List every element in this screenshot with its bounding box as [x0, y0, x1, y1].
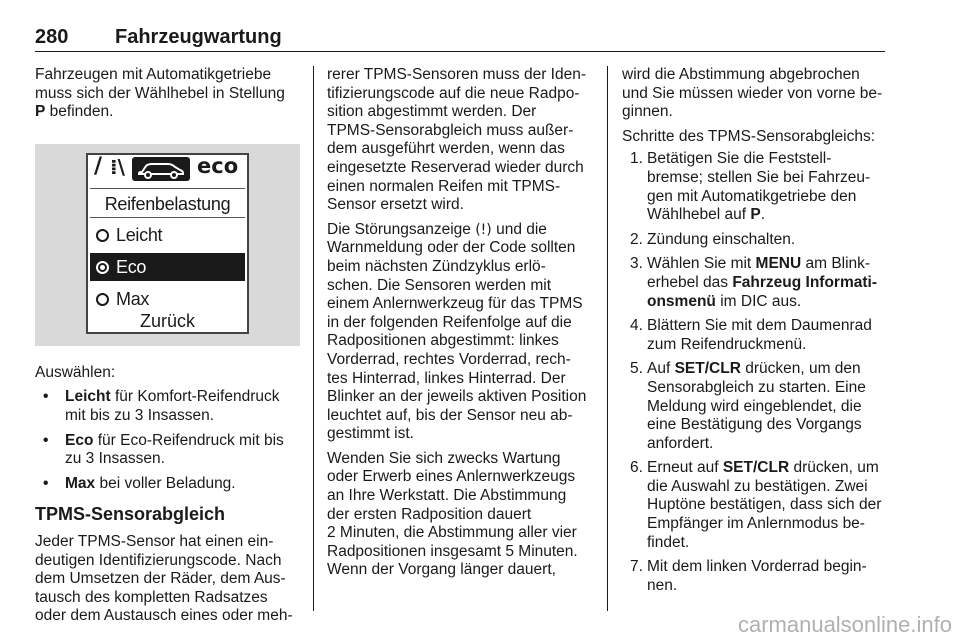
paragraph	[622, 66, 890, 122]
step-number: 1.	[630, 150, 643, 168]
text-line: Sensor ersetzt wird.	[327, 196, 464, 214]
subheading: TPMS-Sensorabgleich	[35, 504, 226, 525]
text-line: Radpositionen insgesamt 5 Minuten.	[327, 542, 578, 560]
eco-icon: eco	[197, 153, 239, 178]
text-line: sition abgestimmt werden. Der	[327, 103, 537, 121]
paragraph	[327, 450, 595, 580]
step-number: 2.	[630, 230, 643, 248]
radio-icon	[96, 293, 109, 306]
screen-status-bar	[88, 155, 247, 184]
text-line: TPMS-Sensorabgleich muss außer-	[327, 121, 574, 139]
text-line: zu 3 Insassen.	[65, 450, 165, 468]
text-line: anfordert.	[647, 434, 714, 452]
bold-term: onsmenü	[647, 292, 716, 310]
text-line: Mit dem linken Vorderrad begin-	[647, 558, 867, 576]
list-item	[622, 360, 890, 453]
steps-list	[622, 150, 890, 595]
bold-term: MENU	[755, 255, 802, 273]
bold-term: Eco	[65, 431, 94, 449]
paragraph	[327, 66, 595, 215]
text-line: Sensorabgleich zu starten. Eine	[647, 378, 866, 396]
text-line: Zündung einschalten.	[647, 230, 796, 248]
option-label: Eco	[116, 256, 147, 277]
text-line: Fahrzeugen mit Automatikgetriebe	[35, 66, 272, 83]
slash-icon: /	[94, 153, 103, 179]
text-line: Betätigen Sie die Feststell-	[647, 150, 832, 168]
text-span: für Komfort-Reifendruck	[110, 388, 280, 406]
text-line: Wenden Sie sich zwecks Wartung	[327, 449, 561, 467]
text-line: dem ausgeführt werden, wenn das	[327, 140, 565, 158]
text-line	[647, 255, 890, 274]
text-span: Wählen Sie mit	[647, 255, 756, 273]
page-header	[35, 26, 885, 52]
option-leicht[interactable]	[90, 221, 245, 249]
text-line: bremse; stellen Sie bei Fahrzeu-	[647, 168, 871, 186]
text-line	[647, 274, 890, 293]
option-eco[interactable]	[90, 253, 245, 281]
text-span: bei voller Beladung.	[95, 474, 236, 492]
text-line: gen mit Automatikgetriebe den	[647, 187, 857, 205]
text-span: erhebel das	[647, 273, 733, 291]
text-line: Blinker an der jeweils aktiven Position	[327, 388, 587, 406]
road-icon: ⁞\	[110, 154, 125, 179]
list-item	[622, 255, 890, 311]
text-line: Meldung wird eingeblendet, die	[647, 397, 862, 415]
menu-title: Reifenbelastung	[90, 188, 245, 218]
text-line: mit bis zu 3 Insassen.	[65, 406, 215, 424]
bullet-list	[35, 388, 300, 493]
text-span: für Eco-Reifendruck mit bis	[93, 431, 284, 449]
text-span: Auf	[647, 360, 675, 378]
text-line: einen normalen Reifen mit TPMS-	[327, 177, 561, 195]
dic-screen	[86, 153, 249, 334]
text-line: Warnmeldung oder der Code sollten	[327, 239, 576, 257]
step-number: 6.	[630, 459, 643, 477]
text-line: tausch des kompletten Radsatzes	[35, 588, 268, 606]
text-span: Erneut auf	[647, 459, 723, 477]
text-span: Wählhebel auf	[647, 206, 751, 224]
text-line: dem Umsetzen der Räder, dem Aus-	[35, 570, 286, 588]
intro-paragraph	[35, 66, 300, 122]
bold-term: Max	[65, 474, 96, 492]
text-span: befinden.	[45, 103, 114, 121]
text-line: Jeder TPMS-Sensor hat einen ein-	[35, 532, 274, 550]
step-number: 3.	[630, 255, 643, 273]
text-line: deutigen Identifizierungscode. Nach	[35, 551, 282, 569]
column-1	[35, 66, 300, 626]
radio-selected-icon	[96, 261, 109, 274]
text-line: rerer TPMS-Sensoren muss der Iden-	[327, 66, 587, 83]
tpms-warning-icon: (!)	[475, 221, 492, 238]
text-line: gestimmt ist.	[327, 425, 414, 443]
section-title: Fahrzeugwartung	[115, 26, 282, 48]
text-line: eingesetzte Reserverad wieder durch	[327, 158, 584, 176]
text-span: drücken, um	[789, 459, 879, 477]
text-line: findet.	[647, 533, 690, 551]
text-line: ginnen.	[622, 103, 673, 121]
steps-intro: Schritte des TPMS-Sensorabgleichs:	[622, 127, 875, 145]
list-item	[35, 475, 300, 494]
text-line: 2 Minuten, die Abstimmung aller vier	[327, 524, 577, 542]
paragraph	[327, 221, 595, 444]
text-line: Vorderrad, rechtes Vorderrad, rech-	[327, 350, 571, 368]
text-line: in der folgenden Reifenfolge auf die	[327, 313, 572, 331]
text-line: Huptöne bestätigen, dass sich der	[647, 496, 882, 514]
text-span: Die Störungsanzeige	[327, 220, 476, 238]
text-line	[327, 221, 595, 240]
text-line: Wenn der Vorgang länger dauert,	[327, 561, 556, 579]
text-line	[647, 206, 890, 225]
text-line: die Auswahl zu bestätigen. Zwei	[647, 477, 868, 495]
text-line: Empfänger im Anlernmodus be-	[647, 515, 865, 533]
page-number: 280	[35, 26, 69, 48]
list-item	[622, 231, 890, 250]
text-span: drücken, um den	[740, 360, 861, 378]
bold-term: P	[35, 103, 46, 121]
text-line: einem Anlernwerkzeug für das TPMS	[327, 295, 583, 313]
list-item	[35, 388, 300, 425]
text-line: Blättern Sie mit dem Daumenrad	[647, 317, 872, 335]
paragraph	[35, 533, 300, 626]
list-item	[35, 432, 300, 469]
back-option[interactable]: Zurück	[139, 310, 195, 331]
text-line	[647, 293, 890, 312]
text-line: tifizierungscode auf die neue Radpo-	[327, 84, 580, 102]
text-line	[35, 103, 300, 122]
text-span: im DIC aus.	[715, 292, 802, 310]
text-line	[647, 459, 890, 478]
text-line: nen.	[647, 576, 678, 594]
option-label: Leicht	[116, 224, 163, 245]
column-divider	[607, 66, 608, 611]
list-item	[622, 150, 890, 224]
bold-term: SET/CLR	[674, 360, 741, 378]
list-item	[622, 459, 890, 552]
text-line	[647, 360, 890, 379]
column-2	[327, 66, 595, 586]
text-line: zum Reifendruckmenü.	[647, 335, 807, 353]
text-span: und die	[491, 220, 547, 238]
bold-term: Fahrzeug Informati-	[732, 273, 877, 291]
text-span: .	[760, 206, 766, 224]
text-line: eine Bestätigung des Vorgangs	[647, 416, 862, 434]
text-line: und Sie müssen wieder von vorne be-	[622, 84, 883, 102]
bold-term: P	[750, 206, 761, 224]
bold-term: SET/CLR	[722, 459, 790, 477]
text-line: tes Hinterrad, linkes Hinterrad. Der	[327, 369, 566, 387]
step-number: 5.	[630, 360, 643, 378]
text-line: oder Erwerb eines Anlernwerkzeugs	[327, 468, 576, 486]
text-line: schen. Die Sensoren werden mit	[327, 276, 552, 294]
text-line: oder dem Austausch eines oder meh-	[35, 607, 293, 625]
text-line: wird die Abstimmung abgebrochen	[622, 66, 860, 83]
radio-icon	[96, 229, 109, 242]
watermark: carmanualsonline.info	[737, 612, 952, 637]
text-line: leuchtet auf, bis der Sensor neu ab-	[327, 406, 573, 424]
list-item	[622, 558, 890, 595]
select-label: Auswählen:	[35, 363, 116, 381]
text-line: muss sich der Wählhebel in Stellung	[35, 84, 285, 102]
column-3	[622, 66, 890, 601]
text-span: am Blink-	[801, 255, 871, 273]
text-line: an Ihre Werkstatt. Die Abstimmung	[327, 487, 567, 505]
text-line: beim nächsten Zündzyklus erlö-	[327, 257, 546, 275]
step-number: 4.	[630, 317, 643, 335]
bold-term: Leicht	[65, 388, 111, 406]
car-icon	[132, 157, 190, 181]
text-line: der ersten Radposition dauert	[327, 505, 532, 523]
step-number: 7.	[630, 558, 643, 576]
list-item	[622, 317, 890, 354]
display-figure	[35, 144, 300, 346]
column-divider	[313, 66, 314, 611]
option-label: Max	[116, 288, 150, 309]
text-line: Radpositionen abgestimmt: linkes	[327, 332, 559, 350]
